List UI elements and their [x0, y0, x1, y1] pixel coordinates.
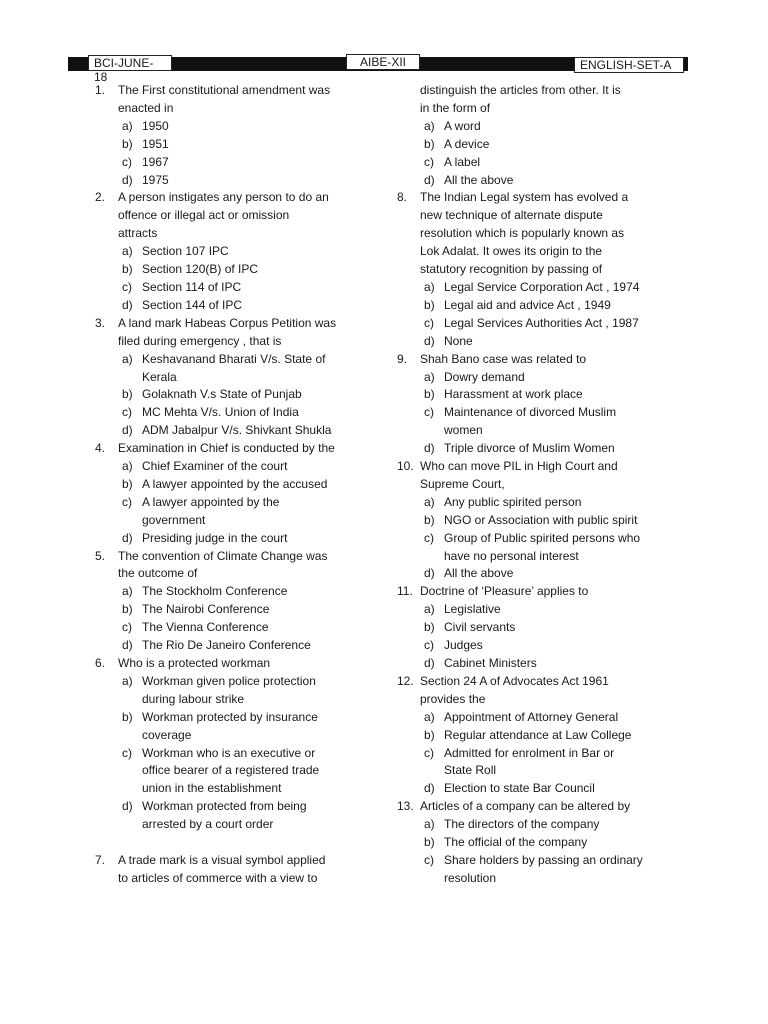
exam-name-label: AIBE-XII [346, 54, 420, 70]
question-line [88, 440, 388, 458]
question-text: The convention of Climate Change was [118, 548, 328, 563]
option-letter: a) [122, 673, 133, 688]
question-text: attracts [118, 226, 158, 241]
option-text: The official of the company [444, 835, 588, 850]
question-text: Section 24 A of Advocates Act 1961 [420, 673, 609, 688]
option-letter: d) [424, 333, 435, 348]
option-letter: b) [122, 476, 133, 491]
question-number: 3. [95, 315, 106, 330]
option-text: government [142, 512, 206, 527]
option-text: Section 107 IPC [142, 244, 229, 259]
question [88, 189, 388, 314]
option-letter: c) [424, 315, 434, 330]
question-number: 1. [95, 83, 106, 97]
option-text: Harassment at work place [444, 387, 583, 402]
option-text: None [444, 333, 473, 348]
option-letter: c) [122, 405, 132, 420]
option-line [390, 709, 660, 727]
option-line [88, 369, 388, 387]
question-number: 10. [397, 459, 414, 474]
option-line [88, 351, 388, 369]
option-text: Section 120(B) of IPC [142, 262, 259, 277]
option-letter: b) [424, 512, 435, 527]
option-text: 1950 [142, 118, 169, 133]
option-line [88, 297, 388, 315]
option-letter [122, 727, 142, 745]
option-letter: a) [424, 279, 435, 294]
option-line [390, 727, 660, 745]
question-text: Articles of a company can be altered by [420, 799, 631, 814]
option-letter: b) [424, 835, 435, 850]
question-text: Who can move PIL in High Court and [420, 459, 618, 474]
question-number [390, 476, 420, 494]
option-text: Any public spirited person [444, 494, 582, 509]
option-line [88, 243, 388, 261]
question [390, 798, 660, 888]
option-letter: d) [424, 566, 435, 581]
option-letter: a) [424, 369, 435, 384]
option-text: A label [444, 154, 481, 169]
option-line [390, 565, 660, 583]
option-text: Chief Examiner of the court [142, 459, 288, 474]
option-line [88, 172, 388, 190]
question-line [88, 565, 388, 583]
question-line [88, 333, 388, 351]
option-line [390, 530, 660, 548]
option-text: Legal aid and advice Act , 1949 [444, 297, 611, 312]
option-line [88, 154, 388, 172]
option-line [390, 404, 660, 422]
option-line [390, 118, 660, 136]
option-line [88, 512, 388, 530]
question-line [390, 583, 660, 601]
option-text: Workman who is an executive or [142, 745, 316, 760]
option-line [390, 780, 660, 798]
question-number: 5. [95, 548, 106, 563]
question-number [390, 261, 420, 279]
question-text: Examination in Chief is conducted by the [118, 441, 335, 456]
option-line [390, 870, 660, 888]
question-line [390, 691, 660, 709]
option-line [88, 583, 388, 601]
option-line [88, 727, 388, 745]
option-text: women [444, 423, 483, 438]
question-number [88, 100, 118, 118]
exam-session-label: BCI-JUNE-18 [88, 55, 172, 71]
option-line [88, 637, 388, 655]
question-line [88, 852, 388, 870]
question-text: offence or illegal act or omission [118, 208, 290, 223]
option-text: 1951 [142, 136, 169, 151]
option-letter [122, 780, 142, 798]
question-number [88, 225, 118, 243]
option-letter: b) [122, 602, 133, 617]
option-line [88, 691, 388, 709]
question-number [390, 691, 420, 709]
option-letter: c) [122, 745, 132, 760]
option-line [390, 297, 660, 315]
option-letter: c) [122, 154, 132, 169]
question-line [88, 82, 388, 100]
option-letter: c) [424, 638, 434, 653]
question-text: Doctrine of ‘Pleasure’ applies to [420, 584, 589, 599]
question-number [88, 565, 118, 583]
question-line [88, 100, 388, 118]
option-text: resolution [444, 870, 497, 885]
question [390, 351, 660, 458]
option-letter: a) [424, 494, 435, 509]
option-text: union in the establishment [142, 781, 282, 796]
option-line [390, 333, 660, 351]
option-text: A lawyer appointed by the [142, 494, 280, 509]
option-letter: c) [122, 620, 132, 635]
option-text: A lawyer appointed by the accused [142, 476, 328, 491]
option-line [390, 315, 660, 333]
question-number: 7. [95, 853, 106, 868]
question [390, 189, 660, 350]
option-letter: d) [122, 297, 133, 312]
option-letter: d) [424, 656, 435, 670]
question-number: 13. [397, 799, 414, 814]
question [88, 82, 388, 189]
option-line [390, 386, 660, 404]
question-line [390, 189, 660, 207]
question-line [88, 207, 388, 225]
option-text: Dowry demand [444, 369, 525, 384]
question-text: filed during emergency , that is [118, 333, 282, 348]
option-letter: a) [424, 817, 435, 832]
question-number: 2. [95, 190, 106, 205]
option-text: State Roll [444, 763, 497, 778]
option-text: The Stockholm Conference [142, 584, 288, 599]
question-line [390, 225, 660, 243]
option-text: during labour strike [142, 691, 245, 706]
option-letter: d) [424, 172, 435, 187]
option-letter: b) [424, 727, 435, 742]
option-line [390, 655, 660, 673]
option-letter [122, 369, 142, 387]
option-text: Admitted for enrolment in Bar or [444, 745, 615, 760]
question-number: 8. [397, 190, 408, 205]
question-number [390, 225, 420, 243]
option-line [88, 780, 388, 798]
option-line [88, 619, 388, 637]
option-letter: d) [122, 530, 133, 545]
option-letter: a) [424, 602, 435, 617]
option-line [88, 386, 388, 404]
option-letter: c) [424, 405, 434, 420]
option-letter [122, 512, 142, 530]
option-line [88, 530, 388, 548]
option-text: A word [444, 118, 481, 133]
option-letter [424, 870, 444, 888]
question-number: 6. [95, 656, 106, 670]
question-line [390, 207, 660, 225]
option-line [390, 834, 660, 852]
option-text: The Rio De Janeiro Conference [142, 638, 311, 653]
question-text: resolution which is popularly known as [420, 226, 625, 241]
option-line [390, 172, 660, 190]
option-letter: a) [122, 584, 133, 599]
question-number [88, 870, 118, 888]
question-line [88, 655, 388, 673]
option-line [390, 512, 660, 530]
option-letter: d) [122, 638, 133, 653]
question-continuation [390, 82, 660, 189]
option-line [390, 816, 660, 834]
question-text: Shah Bano case was related to [420, 351, 587, 366]
option-letter: a) [122, 244, 133, 259]
question-line [88, 189, 388, 207]
question-line [390, 673, 660, 691]
option-letter: a) [122, 459, 133, 474]
option-letter: b) [424, 297, 435, 312]
option-line [390, 852, 660, 870]
question-line [88, 225, 388, 243]
option-line [390, 745, 660, 763]
option-text: The Nairobi Conference [142, 602, 270, 617]
question-text: The Indian Legal system has evolved a [420, 190, 629, 205]
question-line [390, 261, 660, 279]
question-line [390, 798, 660, 816]
option-line [88, 118, 388, 136]
option-line [88, 816, 388, 834]
question-line [88, 315, 388, 333]
right-question-column [390, 82, 660, 888]
question-text: new technique of alternate dispute [420, 208, 603, 223]
option-text: Legal Service Corporation Act , 1974 [444, 279, 640, 294]
option-text: Workman given police protection [142, 673, 316, 688]
question-text: the outcome of [118, 566, 198, 581]
option-line [390, 601, 660, 619]
option-text: office bearer of a registered trade [142, 763, 320, 778]
option-line [88, 601, 388, 619]
option-line [88, 476, 388, 494]
option-letter: b) [122, 262, 133, 277]
question-text: to articles of commerce with a view to [118, 870, 318, 885]
option-letter [122, 762, 142, 780]
option-text: Regular attendance at Law College [444, 727, 632, 742]
option-letter [122, 816, 142, 834]
option-letter: d) [424, 781, 435, 796]
option-line [88, 279, 388, 297]
option-line [88, 458, 388, 476]
option-line [88, 136, 388, 154]
option-line [88, 422, 388, 440]
option-line [88, 745, 388, 763]
option-text: Group of Public spirited persons who [444, 530, 641, 545]
option-line [88, 261, 388, 279]
option-text: Section 144 of IPC [142, 297, 243, 312]
option-line [390, 548, 660, 566]
option-text: Workman protected from being [142, 799, 307, 814]
question-number: 11. [397, 584, 413, 599]
option-text: 1967 [142, 154, 169, 169]
option-text: Maintenance of divorced Muslim [444, 405, 617, 420]
option-text: The Vienna Conference [142, 620, 269, 635]
option-letter: b) [424, 387, 435, 402]
option-text: All the above [444, 172, 514, 187]
option-letter: b) [424, 620, 435, 635]
option-letter [424, 548, 444, 566]
question-line [390, 351, 660, 369]
option-letter: b) [122, 136, 133, 151]
option-letter: c) [122, 279, 132, 294]
option-line [88, 494, 388, 512]
question [88, 852, 388, 888]
option-line [390, 279, 660, 297]
option-line [390, 494, 660, 512]
option-letter: c) [424, 154, 434, 169]
option-letter: c) [424, 852, 434, 867]
question-text: enacted in [118, 100, 174, 115]
option-line [390, 154, 660, 172]
option-text: Triple divorce of Muslim Women [444, 441, 615, 456]
question [390, 673, 660, 798]
option-letter [424, 762, 444, 780]
question [88, 440, 388, 547]
option-line [88, 798, 388, 816]
option-line [390, 369, 660, 387]
option-text: ADM Jabalpur V/s. Shivkant Shukla [142, 423, 332, 438]
question-text: statutory recognition by passing of [420, 262, 603, 277]
option-text: Judges [444, 638, 483, 653]
option-line [390, 422, 660, 440]
question-number [88, 333, 118, 351]
option-line [390, 637, 660, 655]
option-text: Cabinet Ministers [444, 656, 537, 670]
option-text: Golaknath V.s State of Punjab [142, 387, 302, 402]
option-text: A device [444, 136, 490, 151]
option-text: All the above [444, 566, 514, 581]
question-line [390, 476, 660, 494]
question-number [88, 207, 118, 225]
question-text: Who is a protected workman [118, 656, 271, 670]
option-letter: d) [122, 799, 133, 814]
option-line [390, 762, 660, 780]
option-letter: d) [122, 423, 133, 438]
question-text: The First constitutional amendment was [118, 83, 331, 97]
option-line [390, 136, 660, 154]
option-letter: d) [424, 441, 435, 456]
option-letter: c) [424, 530, 434, 545]
option-text: Keshavanand Bharati V/s. State of [142, 351, 326, 366]
option-line [88, 404, 388, 422]
option-letter: a) [122, 351, 133, 366]
option-text: Section 114 of IPC [142, 279, 242, 294]
question [88, 548, 388, 655]
option-letter: c) [424, 745, 434, 760]
option-text: Appointment of Attorney General [444, 709, 619, 724]
option-line [390, 619, 660, 637]
question-number [390, 243, 420, 261]
question-continuation-line: distinguish the articles from other. It is [420, 83, 621, 97]
option-letter: a) [424, 118, 435, 133]
option-text: Workman protected by insurance [142, 709, 318, 724]
option-text: Kerala [142, 369, 177, 384]
option-line [390, 440, 660, 458]
option-letter: d) [122, 172, 133, 187]
option-text: Election to state Bar Council [444, 781, 595, 796]
question-line [390, 458, 660, 476]
option-letter [122, 691, 142, 709]
question [88, 655, 388, 834]
option-text: arrested by a court order [142, 817, 274, 832]
question-text: provides the [420, 691, 486, 706]
option-text: Legal Services Authorities Act , 1987 [444, 315, 639, 330]
question-continuation-line: in the form of [420, 100, 491, 115]
option-text: 1975 [142, 172, 169, 187]
question-line [390, 243, 660, 261]
question-number: 9. [397, 351, 408, 366]
option-text: NGO or Association with public spirit [444, 512, 638, 527]
option-text: MC Mehta V/s. Union of India [142, 405, 299, 420]
question-text: A land mark Habeas Corpus Petition was [118, 315, 337, 330]
question-text: Supreme Court, [420, 476, 505, 491]
option-text: Civil servants [444, 620, 516, 635]
exam-set-label: ENGLISH-SET-A [574, 57, 684, 73]
question [390, 583, 660, 673]
option-letter: a) [122, 118, 133, 133]
option-text: Share holders by passing an ordinary [444, 852, 643, 867]
question-number [390, 207, 420, 225]
question-text: Lok Adalat. It owes its origin to the [420, 244, 603, 259]
option-line [88, 709, 388, 727]
option-line [88, 762, 388, 780]
option-letter: a) [424, 709, 435, 724]
question-number: 4. [95, 441, 106, 456]
option-text: have no personal interest [444, 548, 579, 563]
option-letter [424, 422, 444, 440]
question-text: A trade mark is a visual symbol applied [118, 853, 326, 868]
question-line [88, 870, 388, 888]
spacer [88, 834, 388, 852]
option-text: coverage [142, 727, 192, 742]
option-letter: b) [424, 136, 435, 151]
option-text: Legislative [444, 602, 501, 617]
question [390, 458, 660, 583]
option-text: The directors of the company [444, 817, 600, 832]
question [88, 315, 388, 440]
option-line [88, 673, 388, 691]
option-letter: b) [122, 387, 133, 402]
option-letter: c) [122, 494, 132, 509]
left-question-column [88, 82, 388, 888]
question-number: 12. [397, 673, 414, 688]
option-text: Presiding judge in the court [142, 530, 288, 545]
question-line [88, 548, 388, 566]
option-letter: b) [122, 709, 133, 724]
question-text: A person instigates any person to do an [118, 190, 329, 205]
